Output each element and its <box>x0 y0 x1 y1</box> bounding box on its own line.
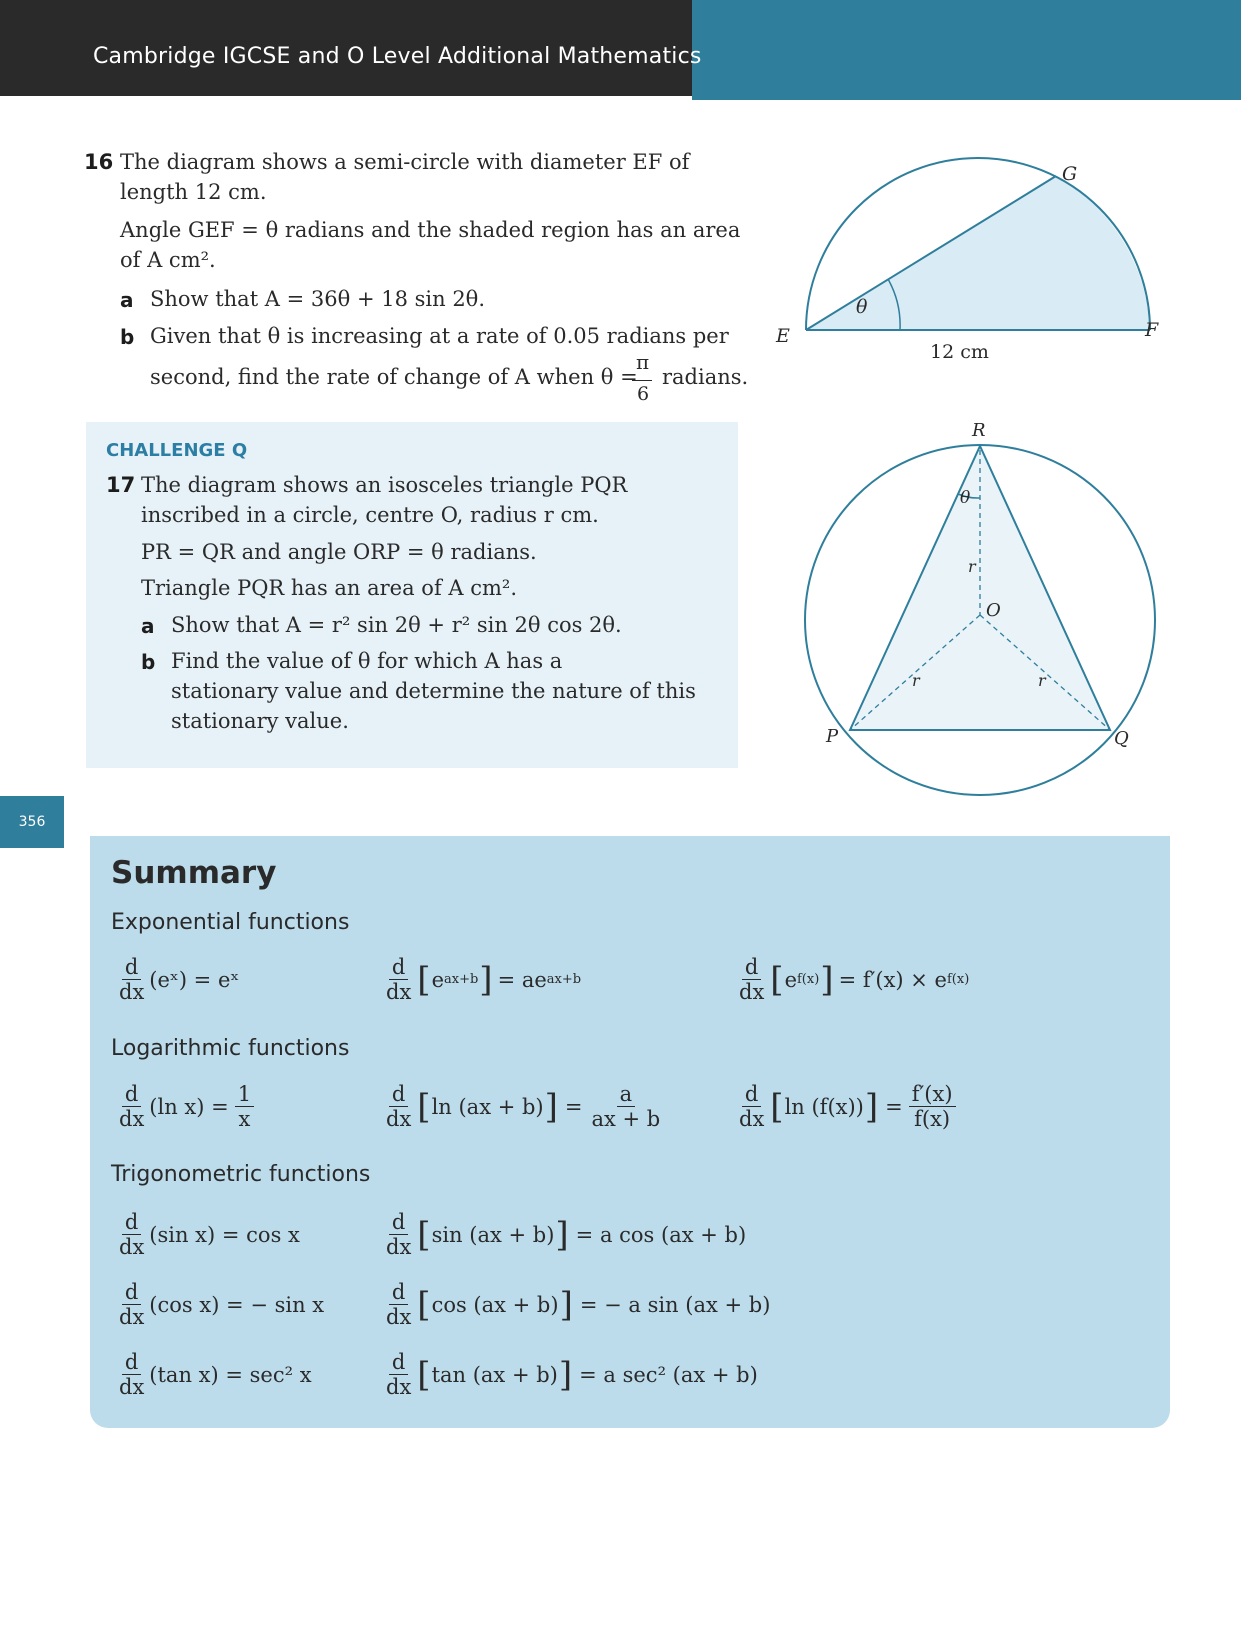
q17-line4: Triangle PQR has an area of A cm². <box>141 576 518 600</box>
label-F: F <box>1145 319 1159 341</box>
q17-part-b-line1: Find the value of θ for which A has a <box>171 649 563 673</box>
label-E: E <box>776 325 790 347</box>
label-G: G <box>1062 163 1078 185</box>
label-R: R <box>972 420 986 441</box>
q17-part-a: Show that A = r² sin 2θ + r² sin 2θ cos 2θ. <box>171 613 622 637</box>
q16-part-b-line1: Given that θ is increasing at a rate of 0.05 radians per <box>150 324 729 348</box>
q16-line3: Angle GEF = θ radians and the shaded region has an area <box>120 218 741 242</box>
page-number: 356 <box>0 796 64 848</box>
question-number-16: 16 <box>84 150 114 174</box>
formula-trig-2: $\frac{d}{dx}$ (cos x) = − sin x <box>119 1280 325 1330</box>
label-Q: Q <box>1114 728 1129 749</box>
formula-trig-3: $\frac{d}{dx}$ (tan x) = sec² x <box>119 1350 312 1400</box>
formula-exp-2: $\frac{d}{dx}$ [ e ax+b ] = ae ax+b <box>386 955 582 1005</box>
formula-log-1: $\frac{d}{dx}$ (ln x) = $\frac{1}{x}$ <box>116 1082 256 1131</box>
formula-exp-1: $\frac{d}{dx}$ (eˣ) = eˣ <box>119 955 240 1005</box>
q16-pi: π <box>636 350 650 374</box>
formula-trig-4: $\frac{d}{dx}$ [ sin (ax + b) ] = a cos (ax + b) <box>386 1210 747 1260</box>
label-theta-R: θ <box>960 488 971 508</box>
semicircle-diagram <box>770 150 1170 370</box>
q17-line2: inscribed in a circle, centre O, radius r cm. <box>141 503 599 527</box>
question-number-17: 17 <box>106 473 136 497</box>
q16-line4: of A cm². <box>120 248 216 272</box>
log-heading: Logarithmic functions <box>111 1036 350 1061</box>
q17-part-b-line3: stationary value. <box>171 709 349 733</box>
q17-part-a-label: a <box>141 614 155 638</box>
circle-triangle-diagram <box>800 410 1180 805</box>
formula-log-2: $\frac{d}{dx}$ [ ln (ax + b) ] = $\frac{a}{ax + b}$ <box>386 1082 661 1132</box>
formula-exp-3: $\frac{d}{dx}$ [ e f(x) ] = f′(x) × e f(x) <box>739 955 970 1005</box>
formula-trig-6: $\frac{d}{dx}$ [ tan (ax + b) ] = a sec² (ax + b) <box>386 1350 758 1400</box>
formula-trig-5: $\frac{d}{dx}$ [ cos (ax + b) ] = − a sin (ax + b) <box>386 1280 771 1330</box>
formula-log-3: $\frac{d}{dx}$ [ ln (f(x)) ] = $\frac{f'(x)}{f(x)}$ <box>736 1082 958 1131</box>
q17-line3: PR = QR and angle ORP = θ radians. <box>141 540 537 564</box>
label-r-right: r <box>1038 671 1046 690</box>
label-theta: θ <box>856 296 868 318</box>
label-r-left: r <box>912 671 920 690</box>
q16-six: 6 <box>637 383 650 405</box>
label-O: O <box>986 600 1001 621</box>
q16-fraction-bar <box>632 380 652 381</box>
label-P: P <box>826 726 839 747</box>
q16-line1: The diagram shows a semi-circle with diameter EF of <box>120 150 690 174</box>
summary-title: Summary <box>111 855 277 891</box>
q16-part-b-line2: second, find the rate of change of A when θ = <box>150 365 638 389</box>
q16-part-a-label: a <box>120 288 134 312</box>
q16-part-b-radians: radians. <box>662 365 749 389</box>
q17-part-b-line2: stationary value and determine the nature of this <box>171 679 696 703</box>
trig-heading: Trigonometric functions <box>111 1162 371 1187</box>
challenge-label: CHALLENGE Q <box>106 440 248 461</box>
formula-trig-1: $\frac{d}{dx}$ (sin x) = cos x <box>119 1210 300 1260</box>
exp-heading: Exponential functions <box>111 910 350 935</box>
label-r-vertical: r <box>968 557 976 576</box>
book-title: Cambridge IGCSE and O Level Additional Mathematics <box>93 44 702 69</box>
header-accent <box>692 0 1241 100</box>
q17-part-b-label: b <box>141 650 156 674</box>
q16-line2: length 12 cm. <box>120 180 267 204</box>
q16-part-a: Show that A = 36θ + 18 sin 2θ. <box>150 287 485 311</box>
q17-line1: The diagram shows an isosceles triangle PQR <box>141 473 628 497</box>
q16-part-b-label: b <box>120 325 135 349</box>
label-length: 12 cm <box>930 341 989 363</box>
